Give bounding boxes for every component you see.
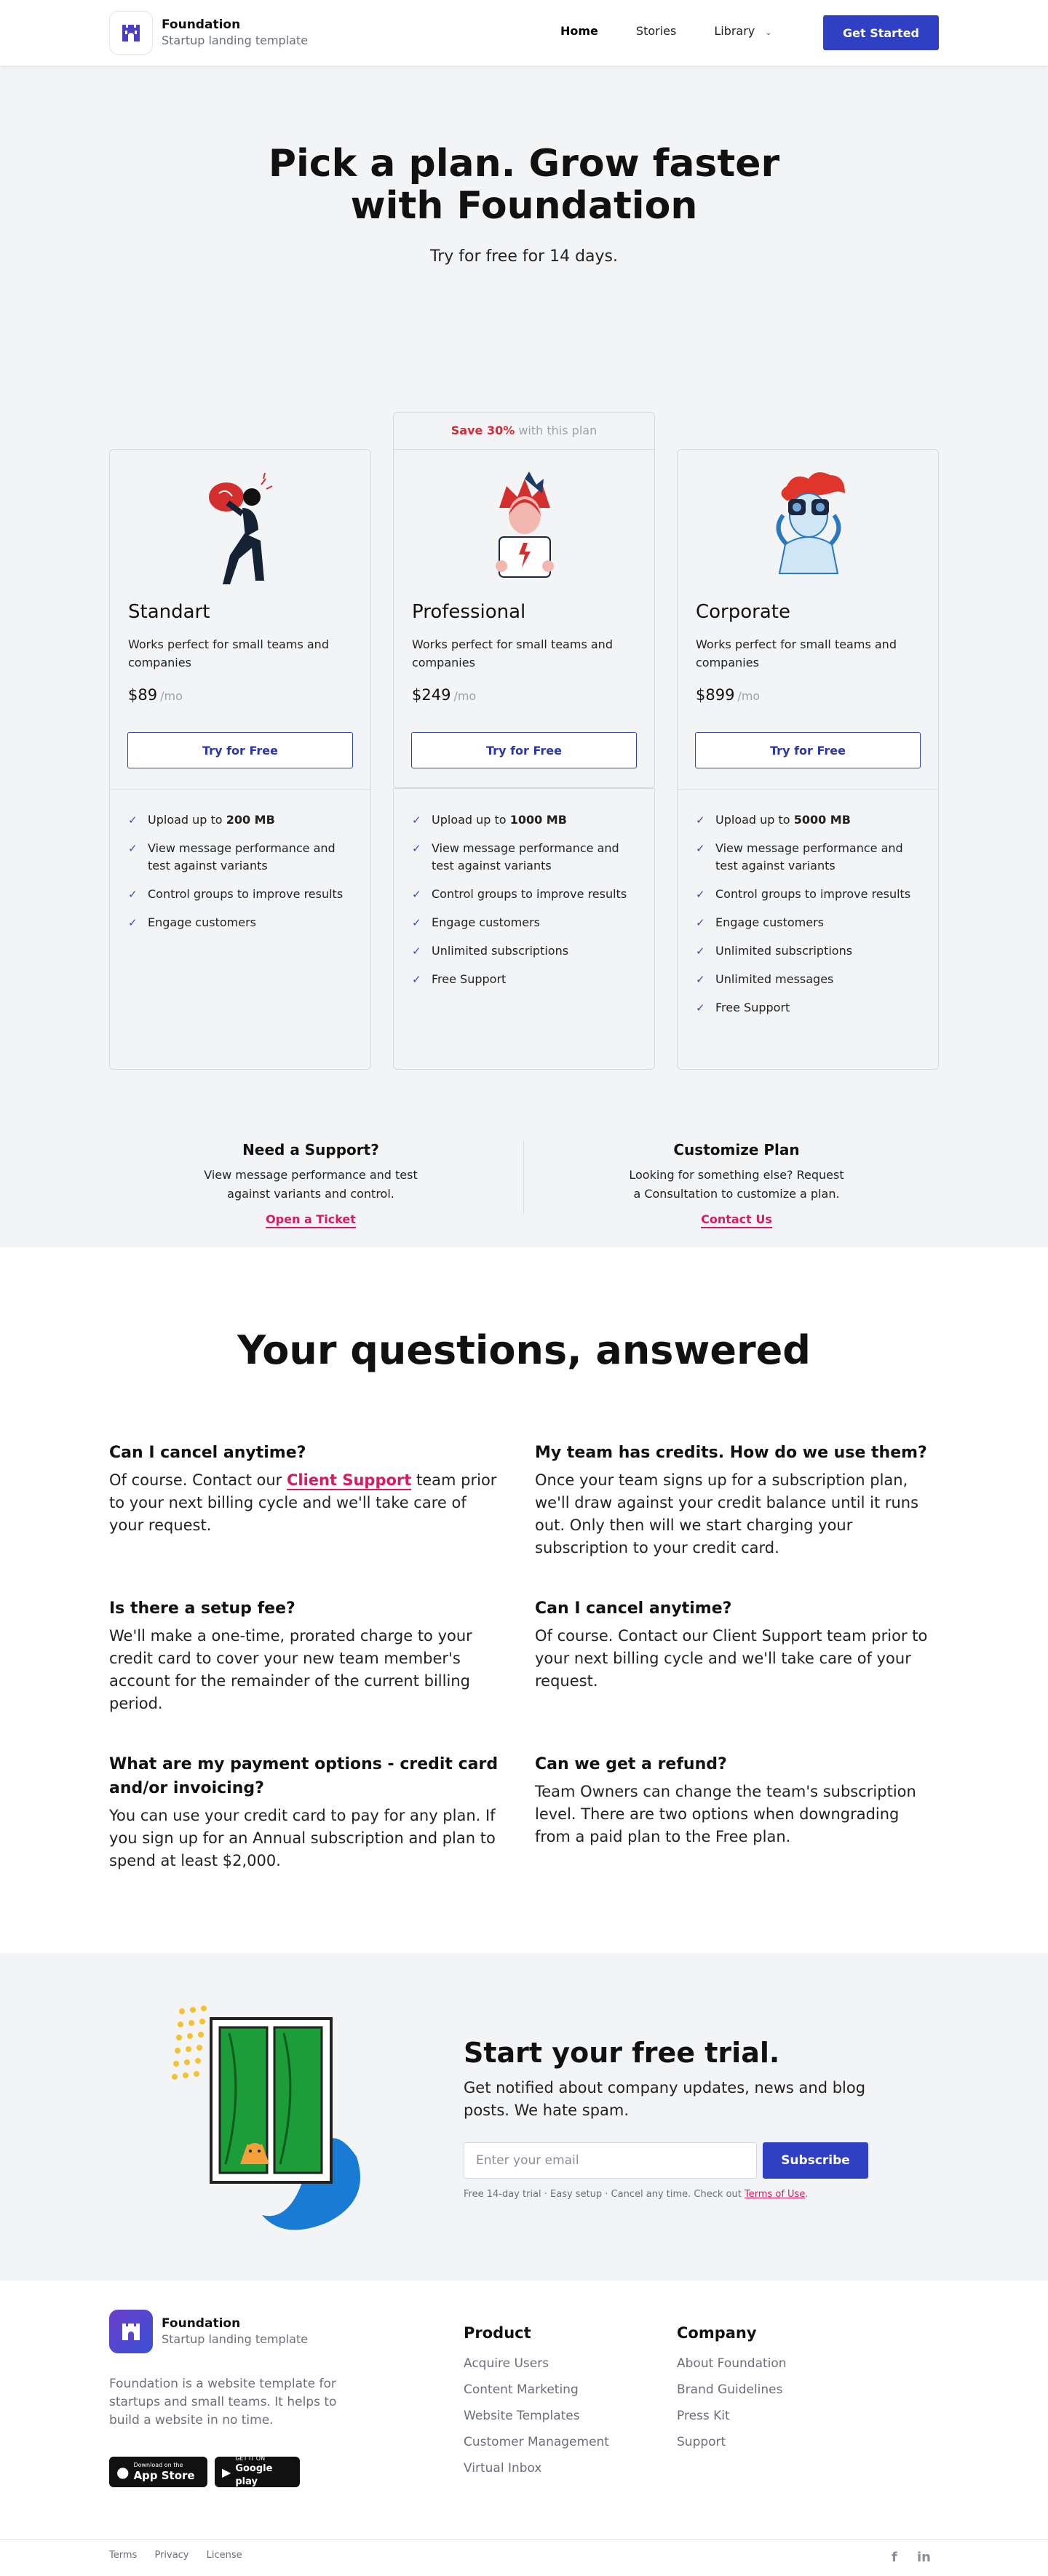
- feature-item: [696, 886, 914, 903]
- price-amount: $249: [412, 686, 451, 704]
- trial-note-end: .: [805, 2189, 809, 2200]
- footer-link[interactable]: Customer Management: [464, 2435, 609, 2449]
- trial-note: [464, 2189, 808, 2200]
- legal-links: [109, 2550, 257, 2561]
- app-store-button[interactable]: [109, 2457, 207, 2487]
- feature-list: [696, 811, 914, 1027]
- feature-item: [696, 811, 914, 829]
- check-icon: ✓: [128, 814, 138, 827]
- feature-text: Unlimited messages: [715, 972, 834, 986]
- get-started-button[interactable]: Get Started: [823, 15, 939, 50]
- trial-section: [0, 1953, 1048, 2281]
- check-icon: ✓: [696, 916, 705, 929]
- support-text: View message performance and test against variants and control.: [204, 1168, 418, 1201]
- customize-text: Looking for something else? Request a Consultation to customize a plan.: [629, 1168, 844, 1201]
- feature-item: [696, 840, 914, 875]
- check-icon: ✓: [412, 916, 421, 929]
- logo-tagline: Startup landing template: [162, 33, 309, 47]
- price-amount: $899: [696, 686, 735, 704]
- feature-item: [696, 942, 914, 960]
- contact-us-link[interactable]: Contact Us: [701, 1212, 772, 1228]
- plan-price: [412, 686, 476, 704]
- feature-text: Free Support: [715, 1001, 790, 1014]
- try-for-free-button[interactable]: Try for Free: [127, 732, 353, 768]
- facebook-icon[interactable]: f: [892, 2550, 897, 2565]
- trial-subtitle: Get notified about company updates, news and blog posts. We hate spam.: [464, 2079, 866, 2119]
- feature-item: [412, 971, 630, 988]
- try-for-free-button[interactable]: Try for Free: [695, 732, 921, 768]
- gplay-big: Google play: [235, 2463, 273, 2487]
- chevron-down-icon: ⌄: [765, 28, 772, 37]
- plan-price: [128, 686, 183, 704]
- faq-item: [109, 1441, 502, 1537]
- binoculars-illustration-icon: [743, 464, 874, 595]
- feature-bold: 200 MB: [226, 813, 275, 827]
- feature-text: View message performance and test against variants: [432, 841, 619, 872]
- privacy-link[interactable]: Privacy: [154, 2550, 189, 2561]
- price-amount: $89: [128, 686, 158, 704]
- footer-link[interactable]: Support: [677, 2435, 726, 2449]
- client-support-link[interactable]: Client Support: [287, 1471, 412, 1489]
- company-column: [677, 2324, 787, 2460]
- main-nav: [560, 24, 772, 38]
- plan-name: Standart: [128, 601, 210, 623]
- feature-text: View message performance and test against variants: [715, 841, 903, 872]
- check-icon: ✓: [128, 888, 138, 901]
- play-icon: ▶: [222, 2465, 231, 2479]
- feature-text: View message performance and test against variants: [148, 841, 336, 872]
- footer-logo-tagline: Startup landing template: [162, 2332, 309, 2346]
- faq-answer: You can use your credit card to pay for any plan. If you sign up for an Annual subscription and plan to spend at least $2,000.: [109, 1807, 496, 1869]
- feature-text: Free Support: [432, 972, 507, 986]
- castle-logo-icon: [109, 11, 153, 55]
- faq-answer-pre: Of course. Contact our: [109, 1471, 287, 1489]
- feature-item: [412, 914, 630, 931]
- pricing-title: [0, 143, 1048, 227]
- feature-text: Upload up to: [715, 813, 794, 827]
- apple-icon: ●: [116, 2463, 130, 2481]
- faq-answer: We'll make a one-time, prorated charge to your credit card to cover your new team member's account for the remainder of the current billing period.: [109, 1627, 472, 1712]
- check-icon: ✓: [412, 814, 421, 827]
- check-icon: ✓: [696, 842, 705, 855]
- plan-name: Corporate: [696, 601, 790, 623]
- faq-question: What are my payment options - credit card and/or invoicing?: [109, 1755, 499, 1797]
- faq-answer-post: team prior to your next billing cycle and we'll take care of your request.: [109, 1471, 497, 1534]
- product-title: Product: [464, 2324, 531, 2342]
- linkedin-icon[interactable]: in: [917, 2550, 931, 2565]
- plan-card-standart: [109, 449, 371, 1070]
- check-icon: ✓: [128, 916, 138, 929]
- feature-list: [412, 811, 630, 999]
- faq-question: Can I cancel anytime?: [109, 1444, 306, 1462]
- subscribe-button[interactable]: Subscribe: [763, 2142, 868, 2179]
- faq-question: My team has credits. How do we use them?: [535, 1444, 927, 1462]
- check-icon: ✓: [696, 1001, 705, 1014]
- nav-home[interactable]: Home: [560, 24, 598, 38]
- plan-price: [696, 686, 760, 704]
- terms-link[interactable]: Terms: [109, 2550, 138, 2561]
- license-link[interactable]: License: [206, 2550, 242, 2561]
- save-text: with this plan: [518, 424, 598, 437]
- plan-description: Works perfect for small teams and companies: [412, 637, 613, 669]
- email-field[interactable]: [464, 2142, 757, 2179]
- faq-item: [535, 1752, 928, 1848]
- feature-text: Control groups to improve results: [432, 887, 627, 901]
- header-logo[interactable]: [109, 11, 308, 55]
- faq-item: [535, 1597, 928, 1693]
- google-play-button[interactable]: [215, 2457, 300, 2487]
- feature-item: [696, 999, 914, 1017]
- site-footer: [0, 2281, 1048, 2576]
- plan-description: Works perfect for small teams and companies: [696, 637, 897, 669]
- window-cat-illustration-icon: [167, 1997, 386, 2237]
- try-for-free-button[interactable]: Try for Free: [411, 732, 637, 768]
- faq-question: Is there a setup fee?: [109, 1599, 295, 1618]
- feature-item: [412, 942, 630, 960]
- check-icon: ✓: [412, 888, 421, 901]
- nav-stories[interactable]: Stories: [635, 24, 677, 38]
- feature-text: Unlimited subscriptions: [715, 944, 853, 958]
- pricing-subtitle: Try for free for 14 days.: [429, 247, 619, 266]
- feature-text: Unlimited subscriptions: [432, 944, 569, 958]
- feature-item: [412, 840, 630, 875]
- appstore-big: App Store: [133, 2469, 195, 2482]
- plan-card-professional-features: [393, 788, 655, 1070]
- feature-item: [128, 914, 346, 931]
- footer-logo[interactable]: [109, 2310, 308, 2353]
- footer-link[interactable]: Virtual Inbox: [464, 2461, 542, 2476]
- terms-of-use-link[interactable]: Terms of Use: [744, 2189, 806, 2200]
- thief-illustration-icon: [175, 464, 306, 595]
- faq-item: [535, 1441, 928, 1559]
- feature-item: [696, 914, 914, 931]
- pricing-section: [0, 65, 1048, 1247]
- company-title: Company: [677, 2324, 757, 2342]
- price-period: /mo: [160, 689, 183, 703]
- divider: [523, 1141, 524, 1214]
- feature-item: [128, 886, 346, 903]
- faq-item: [109, 1752, 502, 1872]
- nav-library[interactable]: [714, 24, 771, 38]
- check-icon: ✓: [696, 888, 705, 901]
- faq-title: Your questions, answered: [237, 1327, 811, 1373]
- check-icon: ✓: [696, 945, 705, 958]
- support-block: [165, 1141, 456, 1228]
- faq-section: [0, 1247, 1048, 1953]
- feature-text: Upload up to: [432, 813, 510, 827]
- appstore-small: Download on the: [133, 2462, 183, 2468]
- save-highlight: Save 30%: [450, 424, 515, 437]
- footer-link[interactable]: About Foundation: [677, 2356, 787, 2371]
- castle-logo-icon: [109, 2310, 153, 2353]
- feature-text: Engage customers: [148, 915, 256, 929]
- customize-title: Customize Plan: [673, 1141, 800, 1158]
- pricing-title-line2: with Foundation: [350, 184, 698, 228]
- trial-title: Start your free trial.: [464, 2037, 780, 2069]
- plan-description: Works perfect for small teams and companies: [128, 637, 329, 669]
- check-icon: ✓: [128, 842, 138, 855]
- faq-answer: Team Owners can change the team's subscription level. There are two options when downgrading from a paid plan to the Free plan.: [535, 1783, 916, 1845]
- faq-answer: Of course. Contact our Client Support team prior to your next billing cycle and we'll take care of your request.: [535, 1627, 928, 1690]
- plan-card-corporate: [677, 449, 939, 1070]
- feature-text: Upload up to: [148, 813, 226, 827]
- check-icon: ✓: [412, 973, 421, 986]
- check-icon: ✓: [696, 814, 705, 827]
- gplay-small: GET IT ON: [235, 2455, 266, 2462]
- price-period: /mo: [737, 689, 761, 703]
- plan-card-professional: [393, 449, 655, 788]
- footer-description: Foundation is a website template for startups and small teams. It helps to build a website in no time.: [109, 2377, 337, 2428]
- feature-item: [128, 811, 346, 829]
- faq-question: Can I cancel anytime?: [535, 1599, 732, 1618]
- trial-note-text: Free 14-day trial · Easy setup · Cancel any time. Check out: [464, 2189, 745, 2200]
- footer-link[interactable]: Press Kit: [677, 2409, 730, 2423]
- feature-text: Control groups to improve results: [715, 887, 911, 901]
- faq-item: [109, 1597, 502, 1715]
- nav-library-label: Library: [714, 24, 755, 38]
- feature-bold: 5000 MB: [793, 813, 851, 827]
- feature-text: Engage customers: [715, 915, 824, 929]
- logo-name: Foundation: [162, 17, 241, 32]
- feature-item: [696, 971, 914, 988]
- product-column: [464, 2324, 609, 2486]
- footer-bottom-bar: [0, 2539, 1048, 2576]
- plan-name: Professional: [412, 601, 526, 623]
- feature-item: [412, 811, 630, 829]
- feature-text: Control groups to improve results: [148, 887, 344, 901]
- pricing-title-line1: Pick a plan. Grow faster: [268, 142, 780, 186]
- check-icon: ✓: [412, 945, 421, 958]
- feature-list: [128, 811, 346, 942]
- check-icon: ✓: [412, 842, 421, 855]
- footer-logo-name: Foundation: [162, 2316, 241, 2331]
- footer-link[interactable]: Acquire Users: [464, 2356, 549, 2371]
- support-title: Need a Support?: [242, 1141, 379, 1158]
- site-header: [0, 0, 1048, 65]
- footer-link[interactable]: Brand Guidelines: [677, 2382, 783, 2397]
- footer-link[interactable]: Website Templates: [464, 2409, 580, 2423]
- price-period: /mo: [453, 689, 477, 703]
- footer-link[interactable]: Content Marketing: [464, 2382, 579, 2397]
- customize-block: [591, 1141, 882, 1228]
- feature-text: Engage customers: [432, 915, 540, 929]
- woman-illustration-icon: [459, 464, 590, 595]
- faq-answer: Once your team signs up for a subscription plan, we'll draw against your credit balance until it runs out. Only then will we start charging your subscription to your credit card.: [535, 1471, 919, 1557]
- feature-item: [412, 886, 630, 903]
- save-badge: [393, 412, 655, 450]
- feature-bold: 1000 MB: [509, 813, 567, 827]
- feature-item: [128, 840, 346, 875]
- check-icon: ✓: [696, 973, 705, 986]
- faq-question: Can we get a refund?: [535, 1755, 727, 1773]
- faq-answer: [109, 1469, 502, 1537]
- open-ticket-link[interactable]: Open a Ticket: [266, 1212, 356, 1228]
